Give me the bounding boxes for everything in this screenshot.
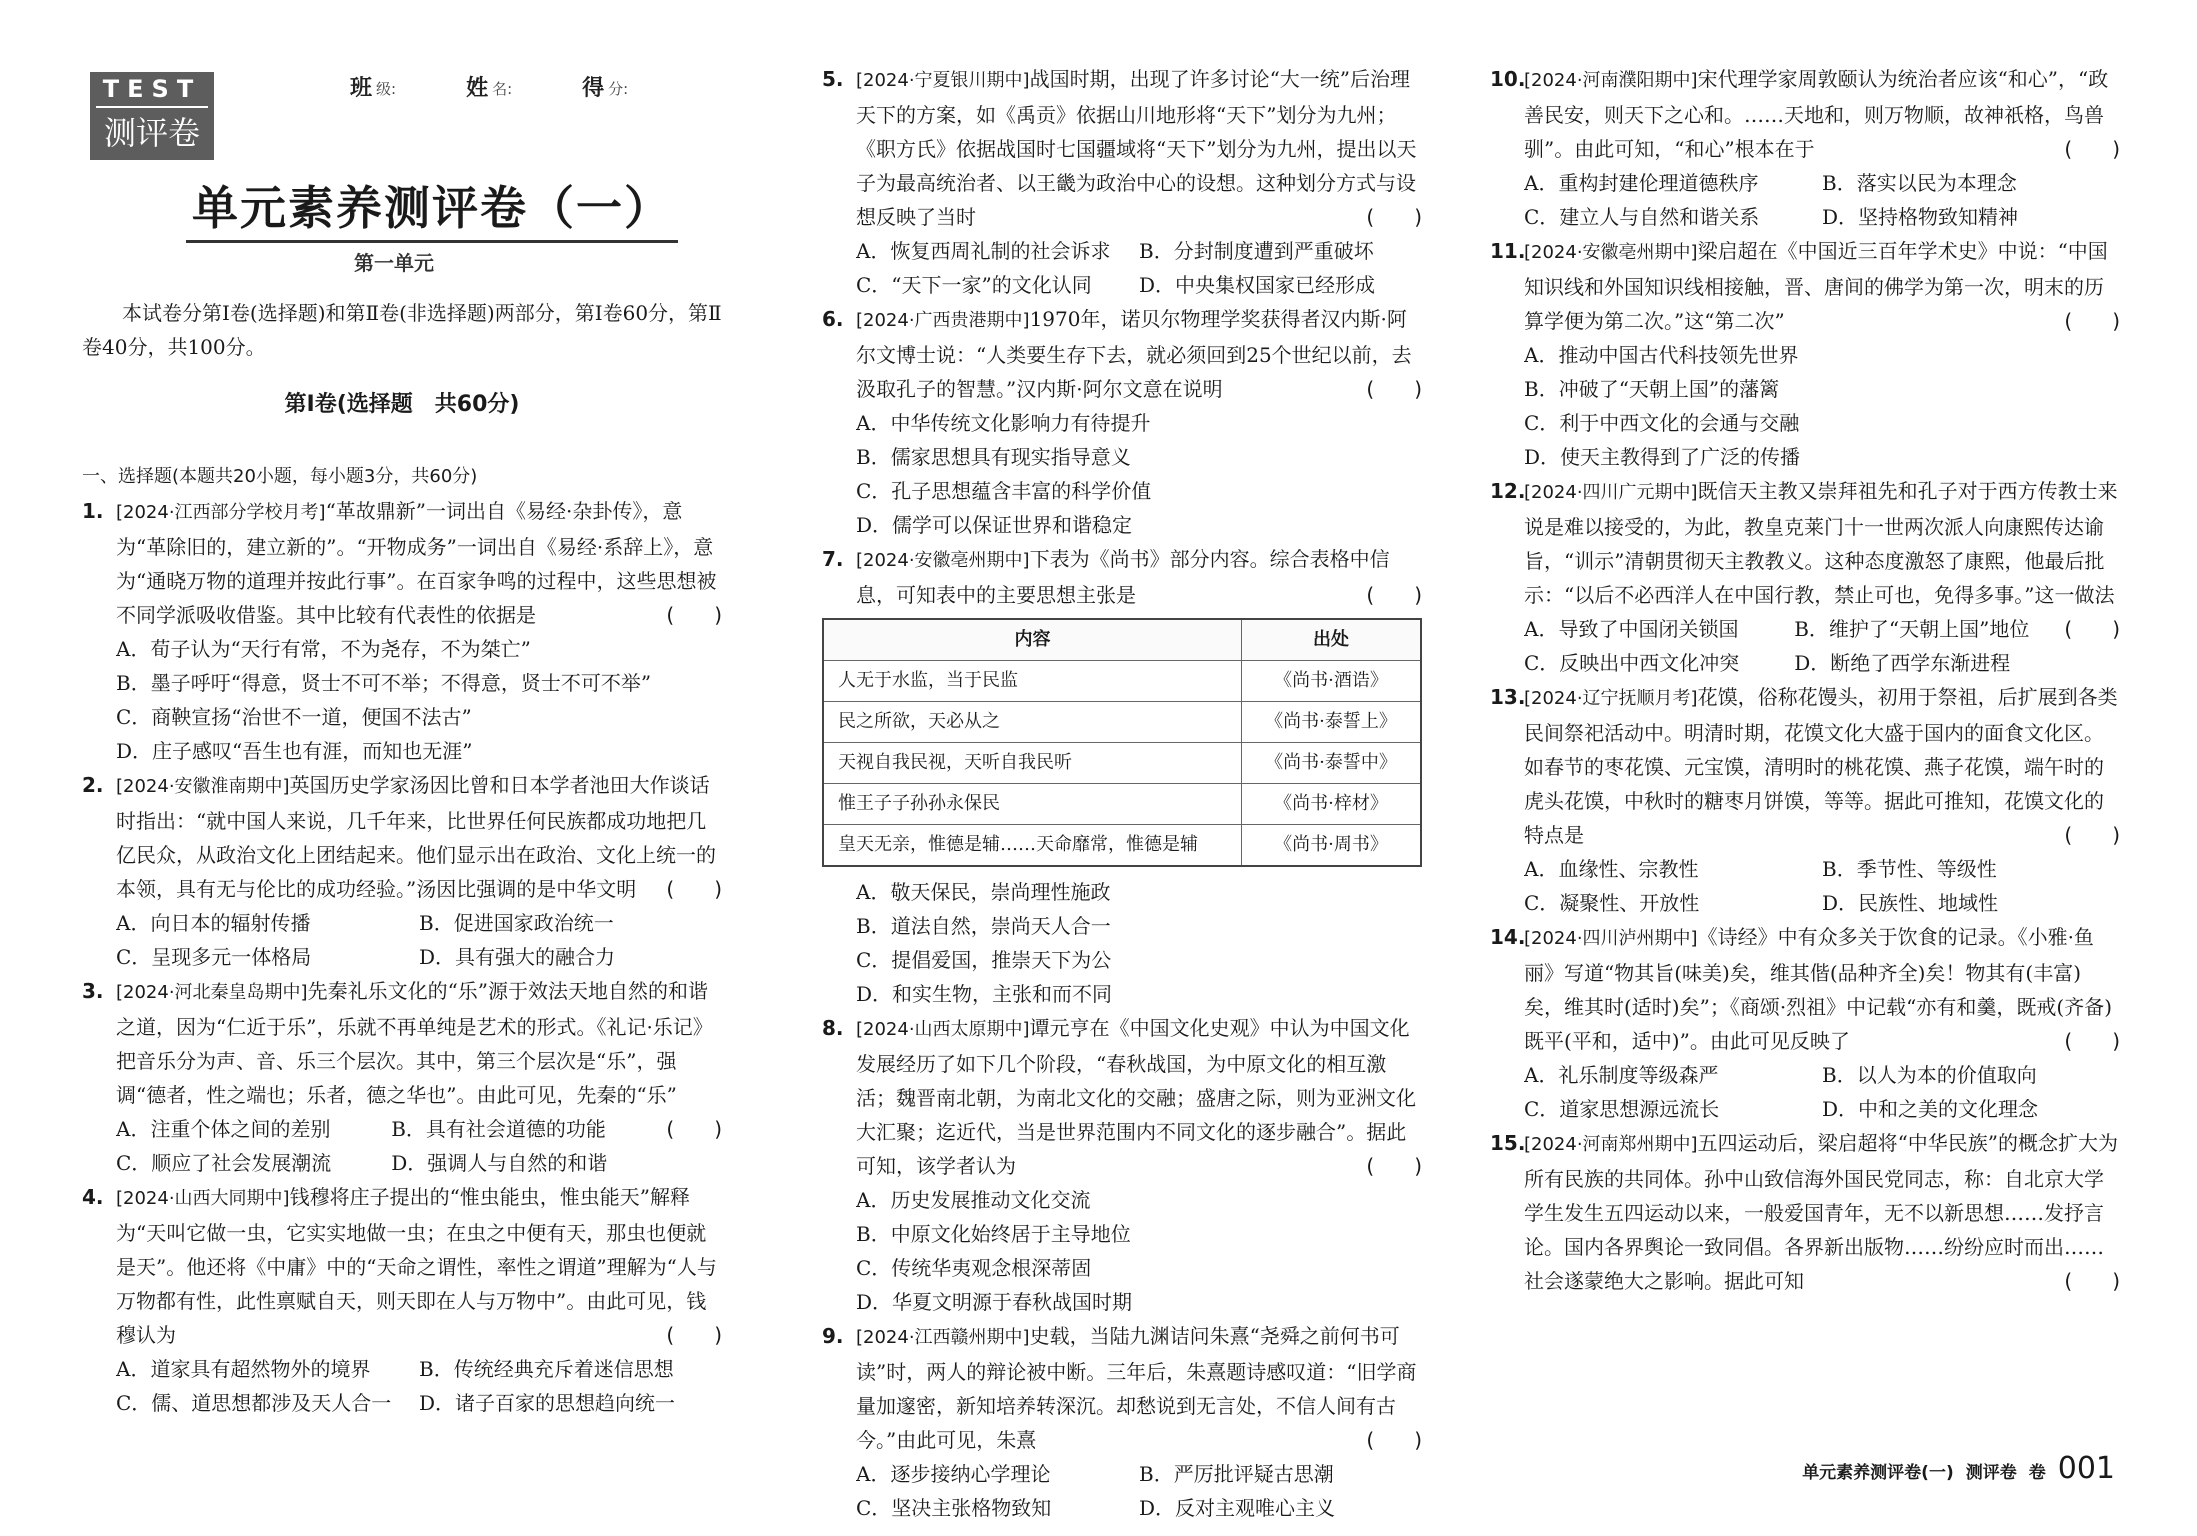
answer-options <box>822 1183 1422 1319</box>
answer-blank[interactable]: ( ) <box>2064 1269 2120 1293</box>
option-b[interactable]: B．分封制度遭到严重破坏 <box>1139 239 1374 263</box>
question-text: 宋代理学家周敦颐认为统治者应该“和心”，“政善民安，则天下之心和。……天地和，则万物顺，故神祇格，鸟兽驯”。由此可知，“和心”根本在于 <box>1524 67 2109 161</box>
answer-options <box>1490 852 2120 920</box>
question-source: [2024·宁夏银川期中] <box>856 70 1030 91</box>
question-number: 15. <box>1490 1131 1526 1155</box>
student-info-fields <box>350 72 628 106</box>
answer-options <box>822 1457 1422 1525</box>
question-text: 下表为《尚书》部分内容。综合表格中信息，可知表中的主要思想主张是 <box>856 547 1390 607</box>
question-1 <box>82 494 722 768</box>
question-7 <box>822 542 1422 1011</box>
question-text: 既信天主教又崇拜祖先和孔子对于西方传教士来说是难以接受的，为此，教皇克莱门十一世两次派人向康熙传达谕旨，“训示”清朝贯彻天主教教义。这种态度激怒了康熙，他最后批示：“以后不必西洋人在中国行教，禁止可也，免得多事。”这一做法 <box>1524 479 2118 607</box>
answer-blank[interactable]: ( ) <box>1366 583 1422 607</box>
option-c[interactable]: C．顺应了社会发展潮流 <box>116 1151 332 1175</box>
option-a[interactable]: A．恢复西周礼制的社会诉求 <box>856 239 1111 263</box>
question-text: 《诗经》中有众多关于饮食的记录。《小雅·鱼丽》写道“物其旨(味美)矣，维其偕(品种齐全)矣！物其有(丰富)矣，维其时(适时)矣”；《商颂·烈祖》中记载“亦有和羹，既戒(齐备)既平(平和，适中)”。由此可见反映了 <box>1524 925 2113 1053</box>
option-a[interactable]: A．中华传统文化影响力有待提升 <box>856 411 1151 435</box>
exam-intro: 本试卷分第Ⅰ卷(选择题)和第Ⅱ卷(非选择题)两部分，第Ⅰ卷60分，第Ⅱ卷40分，共100分。 <box>82 301 722 359</box>
option-a[interactable]: A．重构封建伦理道德秩序 <box>1524 171 1759 195</box>
option-d[interactable]: D．中和之美的文化理念 <box>1822 1097 2039 1121</box>
option-a[interactable]: A．注重个体之间的差别 <box>116 1117 331 1141</box>
question-text: 五四运动后，梁启超将“中华民族”的概念扩大为所有民族的共同体。孙中山致信海外国民党同志，称：自北京大学学生发生五四运动以来，一般爱国青年，无不以新思想……发抒言论。国内各界舆论一致同倡。各界新出版物……纷纷应时而出……社会遂蒙绝大之影响。据此可知 <box>1524 1131 2119 1293</box>
question-number: 14. <box>1490 925 1526 949</box>
question-number: 6. <box>822 307 844 331</box>
option-d[interactable]: D．庄子感叹“吾生也有涯，而知也无涯” <box>116 739 473 763</box>
option-c[interactable]: C．利于中西文化的会通与交融 <box>1524 411 1800 435</box>
question-text: 梁启超在《中国近三百年学术史》中说：“中国知识线和外国知识线相接触，晋、唐间的佛学为第一次，明末的历算学便为第二次。”这“第二次” <box>1524 239 2108 333</box>
question-text: “革故鼎新”一词出自《易经·杂卦传》，意为“革除旧的，建立新的”。“开物成务”一词出自《易经·系辞上》，意为“通晓万物的道理并按此行事”。在百家争鸣的过程中，这些思想被不同学派吸收借鉴。其中比较有代表性的依据是 <box>116 499 717 627</box>
answer-blank[interactable]: ( ) <box>666 1323 722 1347</box>
question-text: 1970年，诺贝尔物理学奖获得者汉内斯·阿尔文博士说：“人类要生存下去，就必须回到25个世纪以前，去汲取孔子的智慧。”汉内斯·阿尔文意在说明 <box>856 307 1412 401</box>
answer-blank[interactable]: ( ) <box>1366 377 1422 401</box>
question-3 <box>82 974 722 1180</box>
option-a[interactable]: A．推动中国古代科技领先世界 <box>1524 343 1799 367</box>
question-2 <box>82 768 722 974</box>
question-number: 9. <box>822 1324 844 1348</box>
question-5 <box>822 62 1422 302</box>
class-field[interactable]: 班 级: <box>350 76 397 101</box>
option-c[interactable]: C．坚决主张格物致知 <box>856 1496 1052 1520</box>
option-d[interactable]: D．强调人与自然的和谐 <box>391 1151 608 1175</box>
question-6 <box>822 302 1422 542</box>
question-source: [2024·江西赣州期中] <box>856 1327 1030 1348</box>
option-d[interactable]: D．坚持格物致知精神 <box>1822 205 2019 229</box>
question-source: [2024·江西部分学校月考] <box>116 502 326 523</box>
table-cell: 《尚书·酒诰》 <box>1242 661 1422 702</box>
option-a[interactable]: A．礼乐制度等级森严 <box>1524 1063 1719 1087</box>
question-13 <box>1490 680 2120 920</box>
answer-blank[interactable]: ( ) <box>2064 137 2120 161</box>
table-cell: 民之所欲，天必从之 <box>823 702 1242 743</box>
option-c[interactable]: C．传统华夷观念根深蒂固 <box>856 1256 1092 1280</box>
option-c[interactable]: C．道家思想源远流长 <box>1524 1097 1720 1121</box>
question-stem <box>1490 920 2120 1058</box>
option-a[interactable]: A．道家具有超然物外的境界 <box>116 1357 371 1381</box>
question-number: 12. <box>1490 479 1526 503</box>
table-cell: 惟王子子孙孙永保民 <box>823 784 1242 825</box>
question-stem <box>822 302 1422 406</box>
question-number: 3. <box>82 979 104 1003</box>
question-text: 战国时期，出现了许多讨论“大一统”后治理天下的方案，如《禹贡》依据山川地形将“天下”划分为九州；《职方氏》依据战国时七国疆域将“天下”划分为九州，提出以天子为最高统治者、以王畿为政治中心的设想。这种划分方式与设想反映了当时 <box>856 67 1417 229</box>
page-title: 单元素养测评卷（一） <box>186 178 678 243</box>
option-d[interactable]: D．华夏文明源于春秋战国时期 <box>856 1290 1133 1314</box>
option-c[interactable]: C．建立人与自然和谐关系 <box>1524 205 1760 229</box>
question-number: 1. <box>82 499 104 523</box>
answer-options <box>82 1352 722 1420</box>
question-text: 史载，当陆九渊诘问朱熹“尧舜之前何书可读”时，两人的辩论被中断。三年后，朱熹题诗感叹道：“旧学商量加邃密，新知培养转深沉。却愁说到无言处，不信人间有古今。”由此可见，朱熹 <box>856 1324 1417 1452</box>
answer-options <box>82 632 722 768</box>
question-stem <box>1490 680 2120 852</box>
question-source: [2024·河南濮阳期中] <box>1524 70 1698 91</box>
option-b[interactable]: B．促进国家政治统一 <box>419 911 614 935</box>
question-source: [2024·安徽亳州期中] <box>856 550 1030 571</box>
logo-bottom-text: 测评卷 <box>103 114 200 152</box>
question-11 <box>1490 234 2120 474</box>
question-number: 11. <box>1490 239 1526 263</box>
option-b[interactable]: B．季节性、等级性 <box>1822 857 1997 881</box>
answer-blank[interactable]: ( ) <box>666 1117 722 1141</box>
answer-options <box>82 1112 666 1180</box>
test-logo <box>90 72 214 160</box>
option-d[interactable]: D．民族性、地域性 <box>1822 891 1999 915</box>
question-source: [2024·河北秦皇岛期中] <box>116 982 308 1003</box>
question-number: 10. <box>1490 67 1526 91</box>
option-a[interactable]: A．向日本的辐射传播 <box>116 911 311 935</box>
table-cell: 《尚书·泰誓中》 <box>1242 743 1422 784</box>
option-c[interactable]: C．凝聚性、开放性 <box>1524 891 1700 915</box>
option-a[interactable]: A．荀子认为“天行有常，不为尧存，不为桀亡” <box>116 637 531 661</box>
option-c[interactable]: C．“天下一家”的文化认同 <box>856 273 1092 297</box>
option-c[interactable]: C．提倡爱国，推崇天下为公 <box>856 948 1112 972</box>
answer-options <box>1490 1058 2120 1126</box>
option-b[interactable]: B．冲破了“天朝上国”的藩篱 <box>1524 377 1780 401</box>
table-row <box>823 743 1421 784</box>
answer-blank[interactable]: ( ) <box>2064 617 2120 641</box>
footer-title: 单元素养测评卷(一) <box>1802 1463 1954 1483</box>
option-a[interactable]: A．导致了中国闭关锁国 <box>1524 617 1739 641</box>
question-stem <box>822 1319 1422 1457</box>
option-c[interactable]: C．商鞅宣扬“治世不一道，便国不法古” <box>116 705 472 729</box>
page-footer <box>1802 1452 2115 1490</box>
option-d[interactable]: D．断绝了西学东渐进程 <box>1794 651 2011 675</box>
question-source: [2024·安徽淮南期中] <box>116 776 290 797</box>
option-b[interactable]: B．以人为本的价值取向 <box>1822 1063 2037 1087</box>
column-2 <box>822 62 1422 1525</box>
question-4 <box>82 1180 722 1420</box>
question-text: 钱穆将庄子提出的“惟虫能虫，惟虫能天”解释为“天叫它做一虫，它实实地做一虫；在虫之中便有天，那虫也便就是天”。他还将《中庸》中的“天命之谓性，率性之谓道”理解为“人与万物都有性，此性禀赋自天，则天即在人与万物中”。由此可见，钱穆认为 <box>116 1185 717 1347</box>
question-source: [2024·山西太原期中] <box>856 1019 1030 1040</box>
option-d[interactable]: D．使天主教得到了广泛的传播 <box>1524 445 1801 469</box>
question-10 <box>1490 62 2120 234</box>
table-header: 内容 <box>823 619 1242 661</box>
name-field[interactable]: 姓 名: <box>466 76 513 101</box>
option-d[interactable]: D．和实生物，主张和而不同 <box>856 982 1113 1006</box>
answer-options <box>1490 166 2120 234</box>
option-a[interactable]: A．血缘性、宗教性 <box>1524 857 1699 881</box>
option-b[interactable]: B．具有社会道德的功能 <box>391 1117 606 1141</box>
question-text: 谭元亨在《中国文化史观》中认为中国文化发展经历了如下几个阶段，“春秋战国，为中原文化的相互激活；魏晋南北朝，为南北文化的交融；盛唐之际，则为亚洲文化大汇聚；迄近代，当是世界范围内不同文化的逐步融合”。据此可知，该学者认为 <box>856 1016 1416 1178</box>
question-source: [2024·山西大同期中] <box>116 1188 290 1209</box>
table-cell: 皇天无亲，惟德是辅……天命靡常，惟德是辅 <box>823 825 1242 867</box>
question-number: 8. <box>822 1016 844 1040</box>
answer-options <box>1490 612 2064 680</box>
table-cell: 《尚书·周书》 <box>1242 825 1422 867</box>
answer-options <box>822 875 1422 1011</box>
table-cell: 《尚书·梓材》 <box>1242 784 1422 825</box>
question-8 <box>822 1011 1422 1319</box>
question-source: [2024·辽宁抚顺月考] <box>1524 688 1698 709</box>
answer-options <box>82 906 722 974</box>
question-text: 英国历史学家汤因比曾和日本学者池田大作谈话时指出：“就中国人来说，几千年来，比世界任何民族都成功地把几亿民众，从政治文化上团结起来。他们显示出在政治、文化上统一的本领，具有无与伦比的成功经验。”汤因比强调的是中华文明 <box>116 773 716 901</box>
question-stem <box>82 1180 722 1352</box>
table-row <box>823 702 1421 743</box>
option-b[interactable]: B．道法自然，崇尚天人合一 <box>856 914 1111 938</box>
question-12 <box>1490 474 2120 680</box>
option-d[interactable]: D．儒学可以保证世界和谐稳定 <box>856 513 1133 537</box>
score-field[interactable]: 得 分: <box>582 76 629 101</box>
question-text: 花馍，俗称花馒头，初用于祭祖，后扩展到各类民间祭祀活动中。明清时期，花馍文化大盛于国内的面食文化区。如春节的枣花馍、元宝馍，清明时的桃花馍、燕子花馍，端午时的虎头花馍，中秋时的糖枣月饼馍，等等。据此可推知，花馍文化的特点是 <box>1524 685 2118 847</box>
option-b[interactable]: B．维护了“天朝上国”地位 <box>1794 617 2030 641</box>
answer-options <box>822 234 1422 302</box>
option-c[interactable]: C．孔子思想蕴含丰富的科学价值 <box>856 479 1152 503</box>
question-stem <box>82 768 722 906</box>
question-number: 7. <box>822 547 844 571</box>
part-heading: 第Ⅰ卷(选择题 共60分) <box>284 392 520 417</box>
option-b[interactable]: B．传统经典充斥着迷信思想 <box>419 1357 674 1381</box>
question-number: 4. <box>82 1185 104 1209</box>
option-a[interactable]: A．历史发展推动文化交流 <box>856 1188 1091 1212</box>
question-number: 13. <box>1490 685 1526 709</box>
section-heading: 一、选择题(本题共20小题，每小题3分，共60分) <box>82 466 478 487</box>
question-stem <box>1490 1126 2120 1298</box>
answer-blank[interactable]: ( ) <box>2064 823 2120 847</box>
option-c[interactable]: C．儒、道思想都涉及天人合一 <box>116 1391 392 1415</box>
question-source: [2024·四川广元期中] <box>1524 482 1698 503</box>
question-stem <box>1490 62 2120 166</box>
option-a[interactable]: A．敬天保民，崇尚理性施政 <box>856 880 1111 904</box>
answer-options <box>1490 338 2120 474</box>
option-b[interactable]: B．中原文化始终居于主导地位 <box>856 1222 1131 1246</box>
page-number: 001 <box>2057 1451 2115 1486</box>
question-number: 5. <box>822 67 844 91</box>
option-b[interactable]: B．严厉批评疑古思潮 <box>1139 1462 1334 1486</box>
question-text: 先秦礼乐文化的“乐”源于效法天地自然的和谐之道，因为“仁近于乐”，乐就不再单纯是艺术的形式。《礼记·乐记》把音乐分为声、音、乐三个层次。其中，第三个层次是“乐”，强调“德者，性之端也；乐者，德之华也”。由此可见，先秦的“乐” <box>116 979 713 1107</box>
option-d[interactable]: D．中央集权国家已经形成 <box>1139 273 1376 297</box>
option-d[interactable]: D．诸子百家的思想趋向统一 <box>419 1391 676 1415</box>
question-stem <box>822 1011 1422 1183</box>
question-9 <box>822 1319 1422 1525</box>
footer-label: 测评卷 <box>1965 1463 2017 1483</box>
option-c[interactable]: C．呈现多元一体格局 <box>116 945 312 969</box>
answer-blank[interactable]: ( ) <box>1366 205 1422 229</box>
question-15 <box>1490 1126 2120 1298</box>
table-row <box>823 825 1421 867</box>
question-14 <box>1490 920 2120 1126</box>
option-b[interactable]: B．墨子呼吁“得意，贤士不可不举；不得意，贤士不可不举” <box>116 671 652 695</box>
answer-blank[interactable]: ( ) <box>1366 1154 1422 1178</box>
table-cell: 天视自我民视，天听自我民听 <box>823 743 1242 784</box>
table-cell: 《尚书·泰誓上》 <box>1242 702 1422 743</box>
column-3 <box>1490 62 2120 1298</box>
option-a[interactable]: A．逐步接纳心学理论 <box>856 1462 1051 1486</box>
option-d[interactable]: D．反对主观唯心主义 <box>1139 1496 1336 1520</box>
option-c[interactable]: C．反映出中西文化冲突 <box>1524 651 1740 675</box>
column-1 <box>82 494 722 1420</box>
question-stem <box>1490 234 2120 338</box>
footer-juan: 卷 <box>2028 1463 2046 1483</box>
question-source: [2024·广西贵港期中] <box>856 310 1030 331</box>
table-row <box>823 784 1421 825</box>
option-b[interactable]: B．落实以民为本理念 <box>1822 171 2017 195</box>
answer-blank[interactable]: ( ) <box>666 603 722 627</box>
option-b[interactable]: B．儒家思想具有现实指导意义 <box>856 445 1131 469</box>
question-source: [2024·河南郑州期中] <box>1524 1134 1698 1155</box>
answer-blank[interactable]: ( ) <box>2064 309 2120 333</box>
option-d[interactable]: D．具有强大的融合力 <box>419 945 616 969</box>
table-cell: 人无于水监，当于民监 <box>823 661 1242 702</box>
question-number: 2. <box>82 773 104 797</box>
page-subtitle: 第一单元 <box>354 251 434 275</box>
question-stem <box>822 542 1422 612</box>
question-stem <box>822 62 1422 234</box>
table-header: 出处 <box>1242 619 1422 661</box>
answer-blank[interactable]: ( ) <box>666 877 722 901</box>
question-source: [2024·四川泸州期中] <box>1524 928 1698 949</box>
table-row <box>823 661 1421 702</box>
shangshu-table <box>822 618 1422 867</box>
answer-options <box>822 406 1422 542</box>
answer-blank[interactable]: ( ) <box>1366 1428 1422 1452</box>
question-stem <box>82 494 722 632</box>
question-source: [2024·安徽亳州期中] <box>1524 242 1698 263</box>
logo-top-text: TEST <box>96 72 208 108</box>
answer-blank[interactable]: ( ) <box>2064 1029 2120 1053</box>
